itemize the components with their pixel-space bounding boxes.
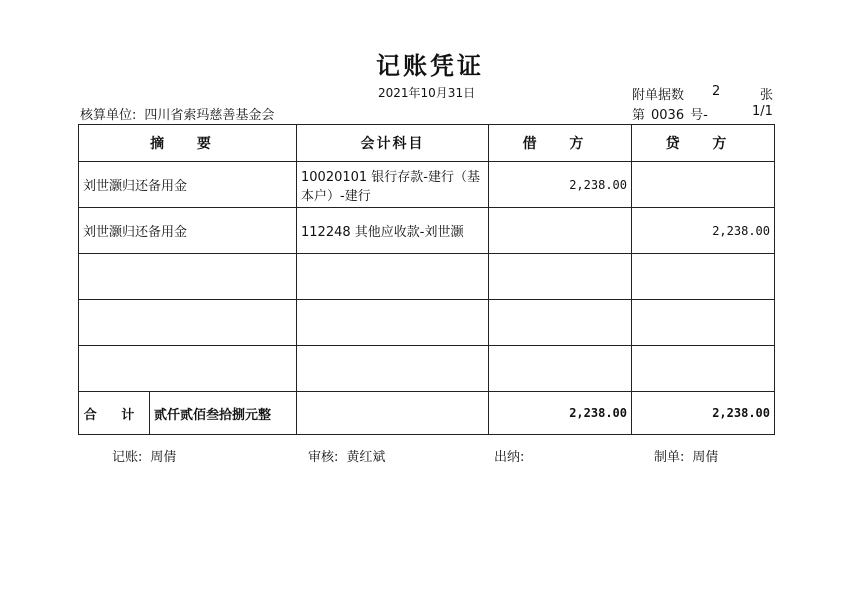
- voucher-table: [78, 124, 775, 435]
- voucher-date: 2021年10月31日: [378, 86, 476, 100]
- attachments-count: 2: [712, 84, 721, 99]
- accounting-unit-label: 核算单位:: [80, 108, 137, 123]
- table-row: [79, 208, 775, 254]
- row-debit: [489, 208, 632, 254]
- row-account: 112248 其他应收款-刘世灏: [297, 208, 489, 254]
- total-debit: 2,238.00: [489, 392, 632, 435]
- table-row: [79, 346, 775, 392]
- voucher-number-value: 0036: [651, 108, 685, 123]
- row-credit: [632, 162, 775, 208]
- row-credit: [632, 346, 775, 392]
- total-row: [79, 392, 775, 435]
- row-summary: [79, 300, 297, 346]
- row-account: [297, 300, 489, 346]
- row-debit: [489, 346, 632, 392]
- row-debit: [489, 254, 632, 300]
- voucher-number: [632, 104, 714, 123]
- footer-cashier: [494, 446, 540, 465]
- table-row: [79, 300, 775, 346]
- preparer-name: 周倩: [692, 450, 719, 465]
- table-header-row: [79, 125, 775, 162]
- bookkeeper-label: 记账:: [112, 450, 143, 465]
- header-debit: 借 方: [489, 125, 632, 162]
- row-summary: [79, 346, 297, 392]
- header-account: 会计科目: [297, 125, 489, 162]
- row-account: 10020101 银行存款-建行（基本户）-建行: [297, 162, 489, 208]
- preparer-label: 制单:: [654, 450, 685, 465]
- table-row: [79, 254, 775, 300]
- row-debit: [489, 300, 632, 346]
- header-summary: 摘 要: [79, 125, 297, 162]
- row-debit: 2,238.00: [489, 162, 632, 208]
- header-credit: 贷 方: [632, 125, 775, 162]
- total-blank: [297, 392, 489, 435]
- row-account: [297, 254, 489, 300]
- footer-reviewer: [308, 446, 393, 465]
- accounting-unit-name: 四川省索玛慈善基金会: [144, 108, 275, 123]
- voucher-number-prefix: 第: [632, 108, 646, 123]
- row-credit: [632, 300, 775, 346]
- attachments-unit: 张: [760, 88, 774, 103]
- total-credit: 2,238.00: [632, 392, 775, 435]
- row-summary: [79, 254, 297, 300]
- voucher-page: 1/1: [752, 104, 773, 119]
- voucher-number-suffix: 号-: [690, 108, 708, 123]
- reviewer-label: 审核:: [308, 450, 339, 465]
- row-summary: 刘世灏归还备用金: [79, 162, 297, 208]
- cashier-label: 出纳:: [494, 450, 525, 465]
- table-row: [79, 162, 775, 208]
- footer-preparer: [654, 446, 726, 465]
- attachments-label: 附单据数: [632, 88, 685, 103]
- total-cell: [79, 392, 297, 435]
- row-summary: 刘世灏归还备用金: [79, 208, 297, 254]
- voucher-title: 记账凭证: [376, 52, 484, 80]
- footer-bookkeeper: [112, 446, 184, 465]
- row-credit: [632, 254, 775, 300]
- row-credit: 2,238.00: [632, 208, 775, 254]
- accounting-unit: [80, 104, 282, 123]
- reviewer-name: 黄红斌: [346, 450, 386, 465]
- bookkeeper-name: 周倩: [150, 450, 177, 465]
- total-label: 合 计: [79, 392, 150, 434]
- total-amount-words: 贰仟贰佰叁拾捌元整: [154, 407, 272, 423]
- row-account: [297, 346, 489, 392]
